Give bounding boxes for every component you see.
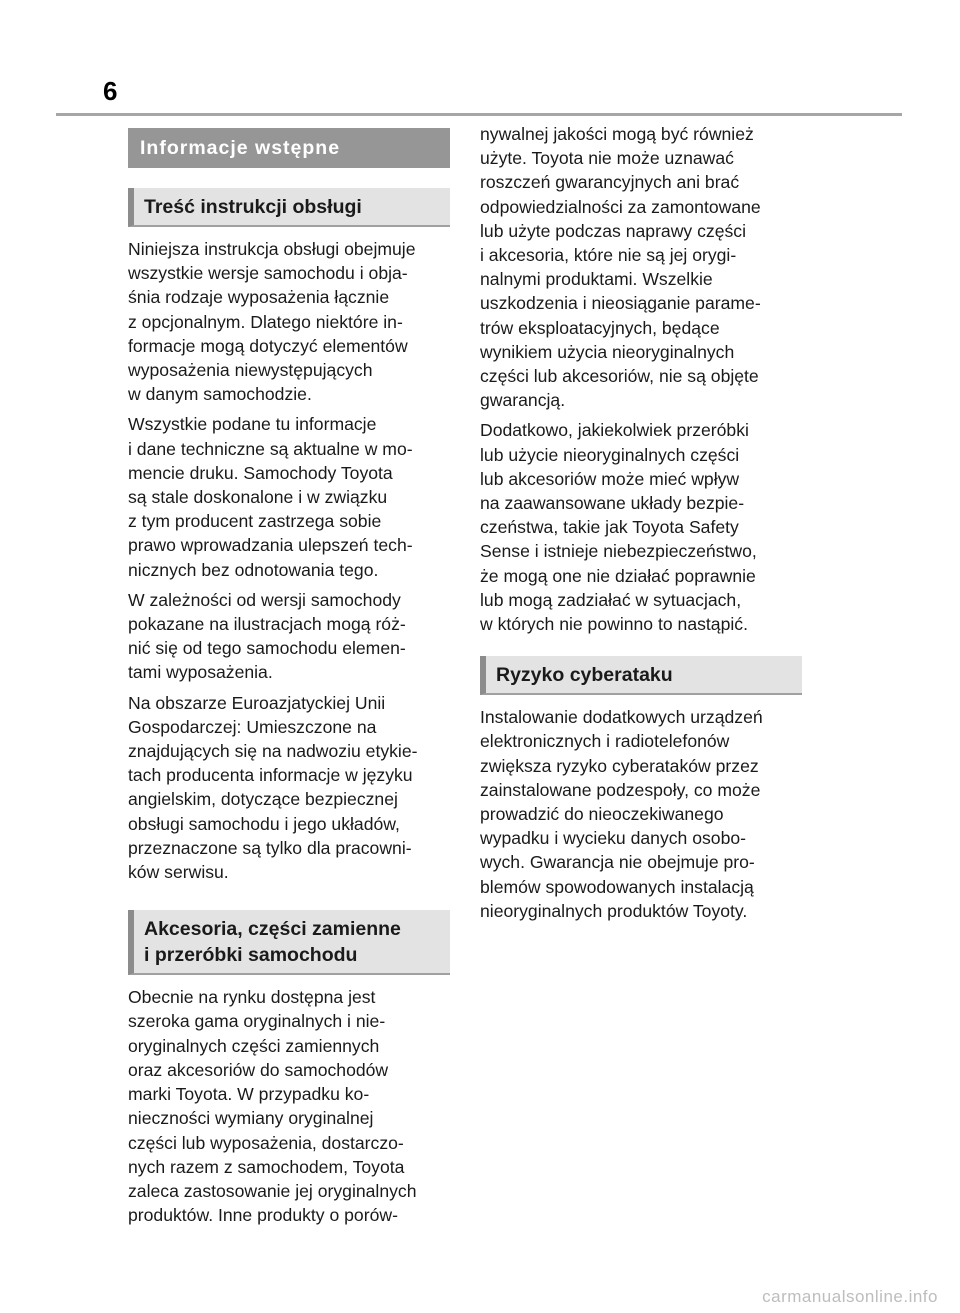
left-column	[128, 128, 450, 1233]
paragraph-tresc-2: Wszystkie podane tu informacje i dane techniczne są aktualne w mo- mencie druku. Samochody Toyota są stale doskonalone i w związku z tym producent zastrzega sobie prawo wprowadzania ulepszeń tech- nicznych bez odnotowania tego.	[128, 414, 413, 580]
paragraph-ryzyko: Instalowanie dodatkowych urządzeń elektronicznych i radiotelefonów zwiększa ryzyko cyberataków przez zainstalowane podzespoły, co może prowadzić do nieoczekiwanego wypadku i wycieku danych osobo- wych. Gwarancja nie obejmuje pro- blemów spowodowanych instalacją nieoryginalnych produktów Toyoty.	[480, 707, 763, 921]
watermark: carmanualsonline.info	[762, 1287, 938, 1306]
paragraph-tresc-4: Na obszarze Euroazjatyckiej Unii Gospodarczej: Umieszczone na znajdujących się na nadwoziu etykie- tach producenta informacje w języku angielskim, dotyczące bezpiecznej obsługi samochodu i jego układów, przeznaczone są tylko dla pracowni- ków serwisu.	[128, 692, 418, 883]
subheading-tresc-instrukcji: Treść instrukcji obsługi	[128, 188, 450, 227]
spacer	[480, 642, 802, 656]
subheading-ryzyko-cyberataku: Ryzyko cyberataku	[480, 656, 802, 695]
section-heading-informacje-wstepne: Informacje wstępne	[128, 128, 450, 168]
paragraph-akcesoria-right-1: nywalnej jakości mogą być również użyte. Toyota nie może uznawać roszczeń gwarancyjnych ani brać odpowiedzialności za zamontowane lub użyte podczas naprawy części i akcesoria, które nie są jej orygi- nalnymi produktami. Wszelkie uszkodzenia i nieosiąganie parame- trów eksploatacyjnych, będące wynikiem użycia nieoryginalnych części lub akcesoriów, nie są objęte gwarancją.	[480, 124, 761, 411]
paragraph-akcesoria-left: Obecnie na rynku dostępna jest szeroka gama oryginalnych i nie- oryginalnych części zamiennych oraz akcesoriów do samochodów marki Toyota. W przypadku ko- nieczności wymiany oryginalnej części lub wyposażenia, dostarczo- nych razem z samochodem, Toyota zaleca zastosowanie jej oryginalnych produktów. Inne produkty o porów-	[128, 987, 417, 1226]
paragraph-akcesoria-right-2: Dodatkowo, jakiekolwiek przeróbki lub użycie nieoryginalnych części lub akcesoriów może mieć wpływ na zaawansowane układy bezpie- czeństwa, takie jak Toyota Safety Sense i istnieje niebezpieczeństwo, że mogą one nie działać poprawnie lub mogą zadziałać w sytuacjach, w których nie powinno to nastąpić.	[480, 420, 757, 635]
subheading-akcesoria: Akcesoria, części zamienne i przeróbki samochodu	[128, 910, 450, 975]
right-column	[480, 122, 802, 929]
paragraph-tresc-3: W zależności od wersji samochody pokazane na ilustracjach mogą róż- nić się od tego samochodu elemen- tami wyposażenia.	[128, 589, 406, 683]
page-number: 6	[103, 76, 118, 106]
paragraph-tresc-1: Niniejsza instrukcja obsługi obejmuje wszystkie wersje samochodu i obja- śnia rodzaje wyposażenia łącznie z opcjonalnym. Dlatego niektóre in- formacje mogą dotyczyć elementów wyposażenia niewystępujących w danym samochodzie.	[128, 239, 416, 405]
spacer	[128, 890, 450, 910]
top-rule	[56, 113, 902, 116]
